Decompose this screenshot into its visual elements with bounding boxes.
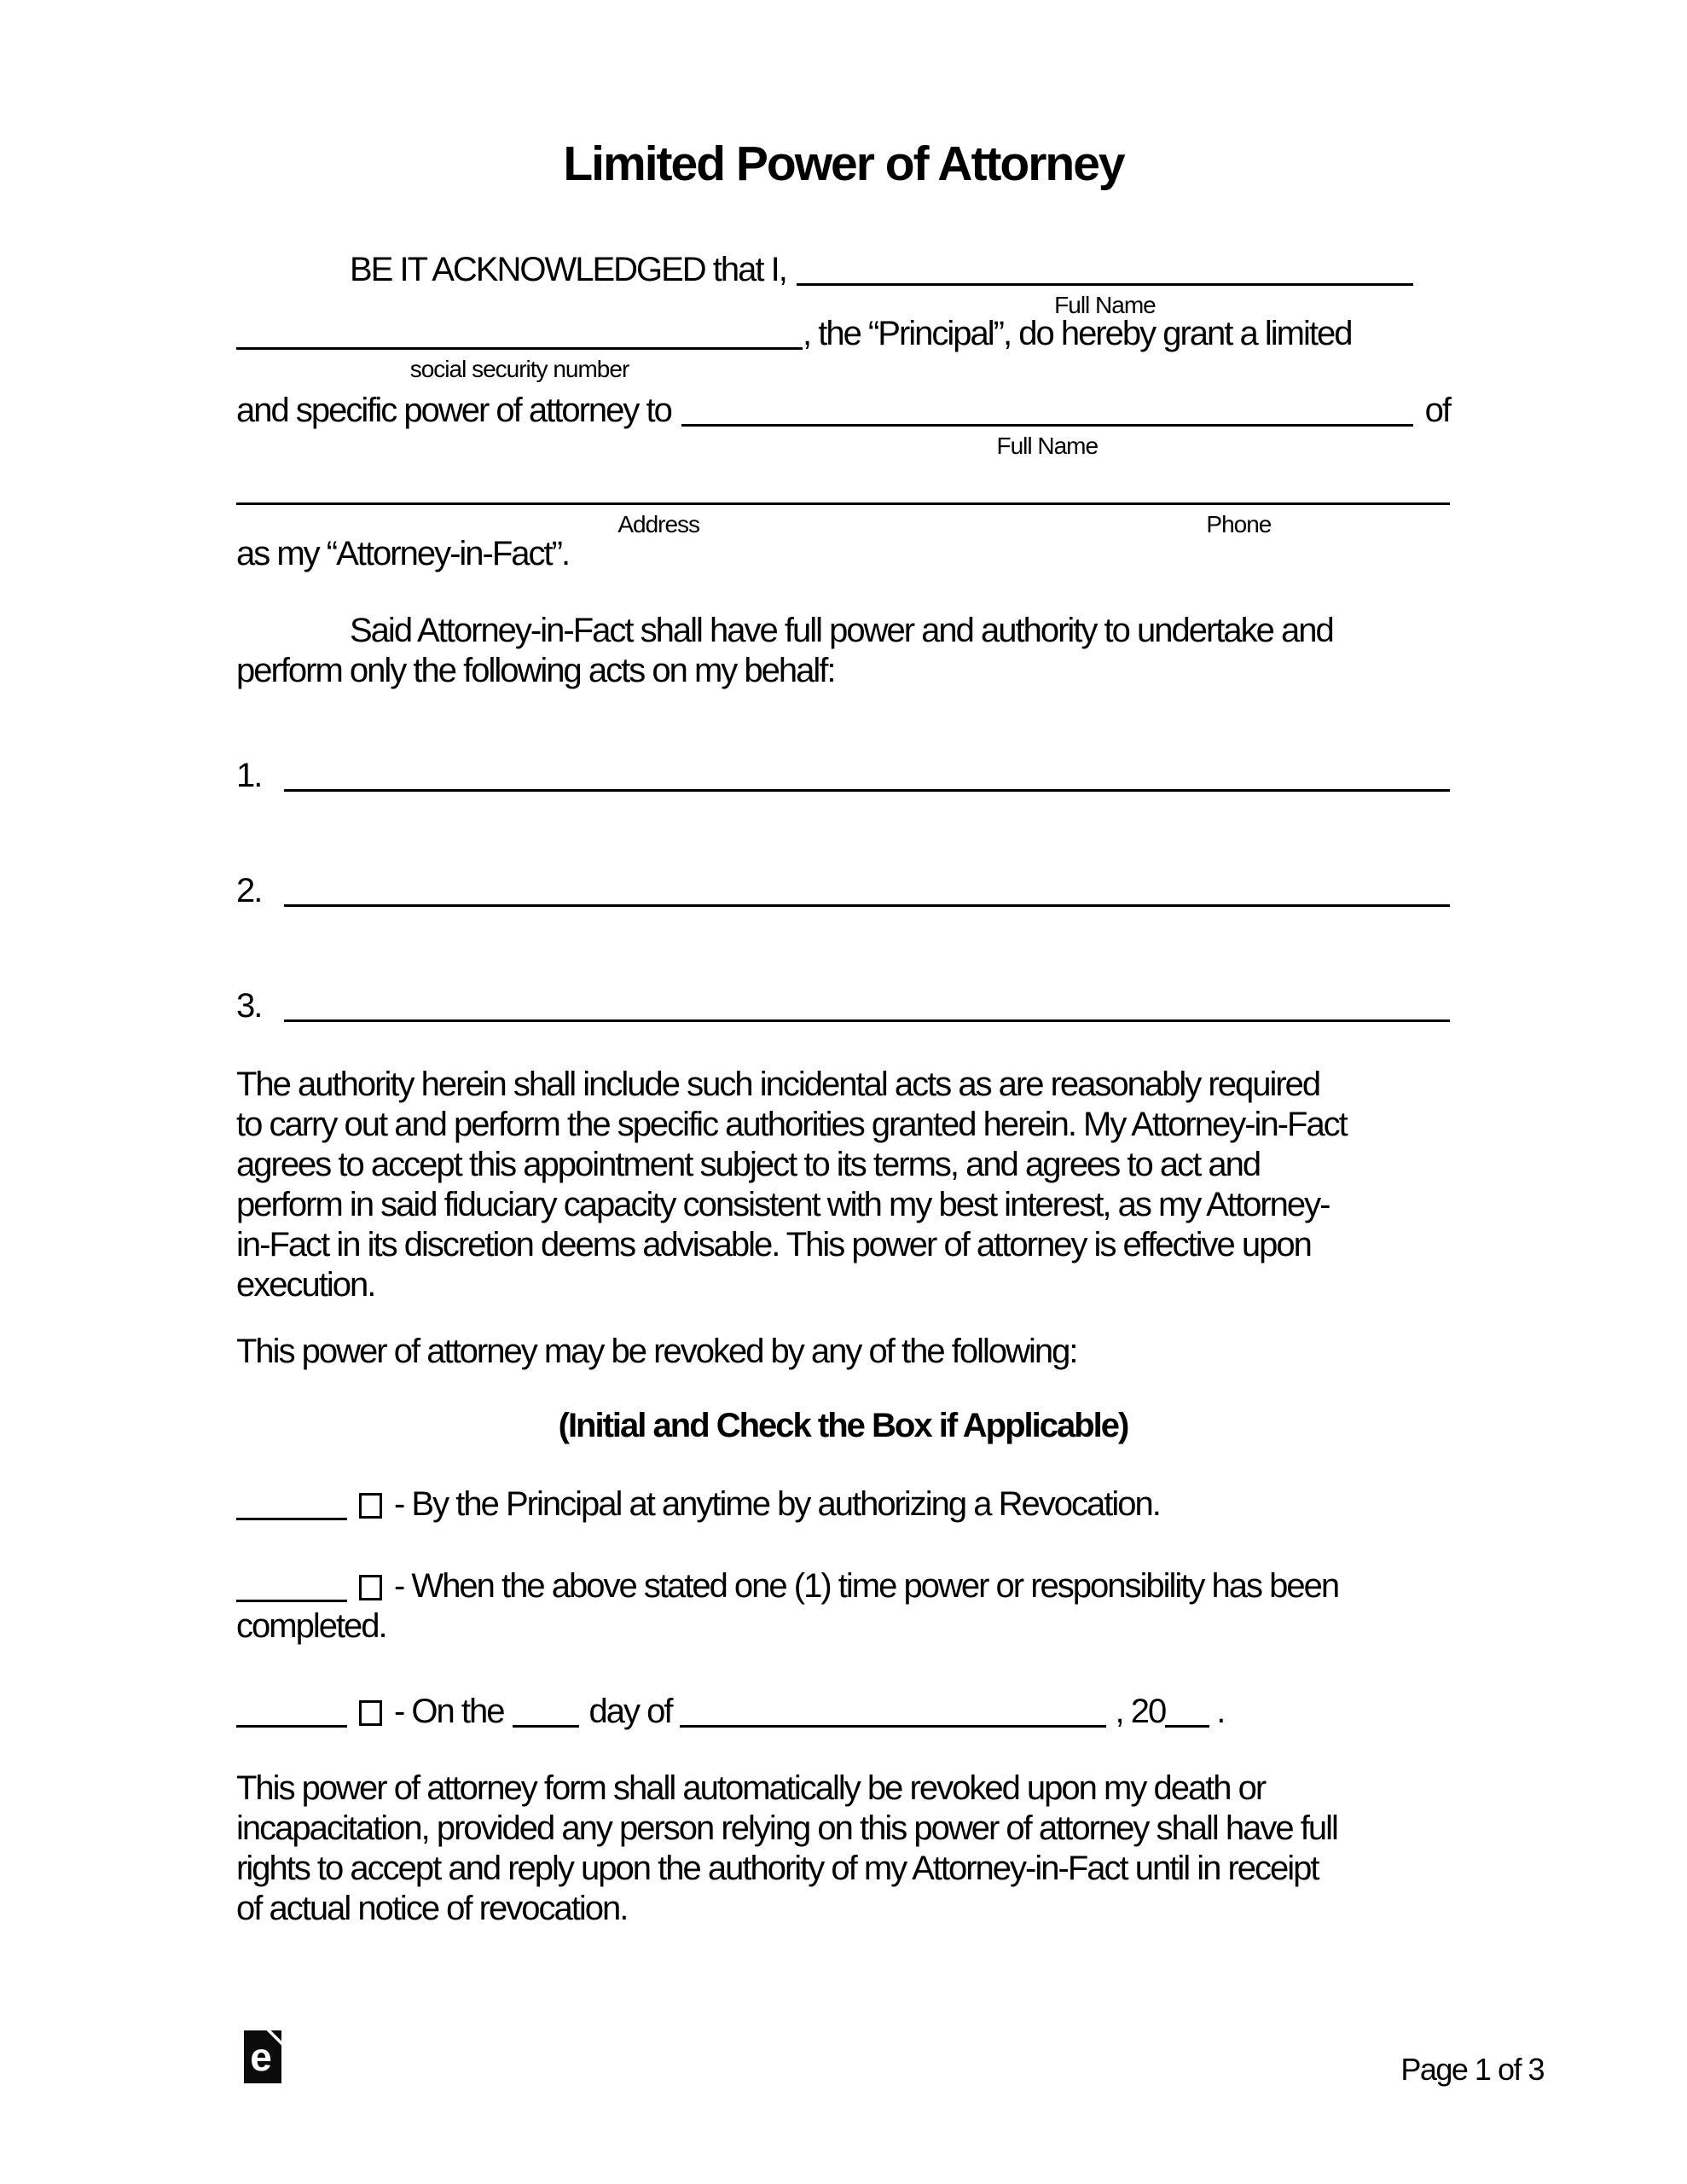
of-text: of: [1424, 392, 1450, 429]
revocation-3-initials-blank[interactable]: [236, 1725, 347, 1728]
page-title: Limited Power of Attorney: [563, 136, 1124, 191]
act-2-blank[interactable]: [284, 904, 1450, 907]
act-number: 1.: [236, 757, 262, 794]
agent-name-label: Full Name: [996, 433, 1099, 459]
authority-paragraph: [236, 1065, 1450, 1305]
act-item-1: [236, 756, 1450, 796]
revocation-item-2-line1: [236, 1566, 1450, 1606]
revocation-item-1: [236, 1484, 1450, 1525]
revocation-intro-text: This power of attorney may be revoked by any of the following:: [236, 1333, 1077, 1370]
paragraph-line: in-Fact in its discretion deems advisable. This power of attorney is effective upon: [236, 1226, 1311, 1263]
eforms-logo-icon: [244, 2030, 281, 2093]
paragraph-line: perform only the following acts on my behalf:: [236, 652, 835, 689]
revocation-3-text-year: , 20: [1115, 1693, 1166, 1730]
paragraph-line: Said Attorney-in-Fact shall have full power and authority to undertake and: [350, 612, 1333, 649]
act-item-2: [236, 871, 1450, 911]
phone-label: Phone: [1206, 511, 1272, 537]
paragraph-line: The authority herein shall include such incidental acts as are reasonably required: [236, 1066, 1320, 1103]
ssn-label: social security number: [409, 356, 629, 382]
paragraph-line: perform in said fiduciary capacity consistent with my best interest, as my Attorney-: [236, 1186, 1330, 1223]
paragraph-line: agrees to accept this appointment subject to its terms, and agrees to act and: [236, 1146, 1261, 1183]
revocation-1-checkbox[interactable]: [359, 1493, 382, 1519]
address-label: Address: [617, 511, 700, 537]
revocation-3-text-pre: - On the: [394, 1693, 504, 1730]
revocation-item-2: [236, 1566, 1450, 1647]
principal-name-label: Full Name: [1054, 292, 1156, 318]
logo-letter: e: [250, 2035, 272, 2079]
address-phone-blank[interactable]: [236, 502, 1450, 537]
revocation-3-text-mid: day of: [588, 1693, 672, 1730]
act-3-blank[interactable]: [284, 1019, 1450, 1022]
paragraph-line: to carry out and perform the specific authorities granted herein. My Attorney-in-Fact: [236, 1106, 1347, 1143]
year-blank[interactable]: [1165, 1725, 1209, 1728]
revocation-1-text: - By the Principal at anytime by authorizing a Revocation.: [394, 1485, 1160, 1523]
principal-clause-line: [236, 314, 1450, 382]
agent-name-blank[interactable]: [681, 424, 1413, 459]
revocation-2-checkbox[interactable]: [359, 1575, 382, 1600]
revocation-3-checkbox[interactable]: [359, 1700, 382, 1726]
revocation-2-initials-blank[interactable]: [236, 1600, 347, 1602]
paragraph-line: incapacitation, provided any person relying on this power of attorney shall have full: [236, 1809, 1337, 1847]
principal-clause-text: , the “Principal”, do hereby grant a limited: [803, 315, 1352, 352]
revocation-item-3: [236, 1692, 1450, 1732]
acknowledgement-line: [236, 250, 1450, 318]
paragraph-line: rights to accept and reply upon the authority of my Attorney-in-Fact until in receipt: [236, 1850, 1319, 1887]
paragraph-line: of actual notice of revocation.: [236, 1890, 628, 1927]
attorney-clause-text: as my “Attorney-in-Fact”.: [236, 535, 570, 572]
principal-name-blank[interactable]: [797, 283, 1413, 318]
day-blank[interactable]: [513, 1725, 579, 1728]
paragraph-line: execution.: [236, 1266, 375, 1304]
ssn-blank[interactable]: [236, 347, 803, 382]
act-item-3: [236, 986, 1450, 1026]
acts-intro-paragraph: [236, 611, 1450, 691]
acknowledgement-text: BE IT ACKNOWLEDGED that I,: [350, 251, 786, 288]
revocation-2-text-continued: completed.: [236, 1607, 386, 1645]
grant-clause-line: [236, 391, 1450, 459]
month-blank[interactable]: [680, 1725, 1106, 1728]
grant-clause-text: and specific power of attorney to: [236, 392, 671, 429]
revocation-2-text: - When the above stated one (1) time power or responsibility has been: [394, 1567, 1339, 1605]
page-number-label: Page 1 of 3: [1400, 2052, 1544, 2087]
act-number: 3.: [236, 987, 262, 1025]
revocation-3-text-period: .: [1216, 1693, 1225, 1730]
act-1-blank[interactable]: [284, 789, 1450, 792]
act-number: 2.: [236, 872, 262, 909]
paragraph-line: This power of attorney form shall automatically be revoked upon my death or: [236, 1769, 1266, 1807]
closing-paragraph: [236, 1769, 1450, 1929]
initial-check-heading: (Initial and Check the Box if Applicable): [558, 1407, 1128, 1444]
revocation-1-initials-blank[interactable]: [236, 1518, 347, 1520]
